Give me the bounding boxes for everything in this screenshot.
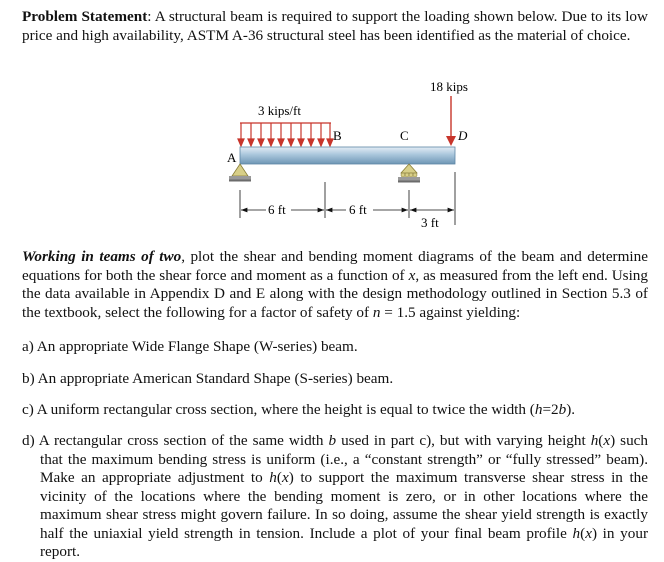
point-d-label: D <box>458 128 468 143</box>
dimension-bc-label: 6 ft <box>349 202 367 217</box>
problem-statement-text: : A structural beam is required to support the loading shown below. Due to its low price and high availability, ASTM A-36 structural steel has been identified as the material of choice. <box>22 8 648 44</box>
dimension-cd-label: 3 ft <box>421 215 439 230</box>
working-lead: Working in teams of two <box>22 248 182 265</box>
point-a-label: A <box>227 150 237 165</box>
item-a: a) An appropriate Wide Flange Shape (W-series) beam. <box>22 338 358 355</box>
beam-figure <box>0 0 664 240</box>
point-load <box>446 96 456 146</box>
working-paragraph: Working in teams of two, plot the shear and bending moment diagrams of the beam and determine equations for both the shear force and moment as a function of x, as measured from the left end. Using the data available in Appendix D and E along with the design methodology outlined in Section 5.3 of the textbook, select the following for a factor of safety of n = 1.5 against yielding: <box>22 248 648 321</box>
distributed-load <box>238 123 333 146</box>
item-d: d) A rectangular cross section of the same width b used in part c), but with varying height h(x) such that the maximum bending stress is uniform (i.e., a “constant strength” or “fully stressed” beam). Make an appropriate adjustment to h(x) to support the maximum transverse shear stress in the vicinity of the locations where the bending moment is zero, or in other locations where the maximum shear stress might govern failure. In so doing, assume the shear yield strength is exactly half the uniaxial yield strength in tension. Include a plot of your final beam profile h(x) in your report. <box>22 432 649 560</box>
pin-support-a <box>229 164 251 182</box>
roller-support-c <box>398 164 420 183</box>
point-load-label: 18 kips <box>430 79 468 94</box>
problem-statement-label: Problem Statement <box>22 8 148 25</box>
point-b-label: B <box>333 128 342 143</box>
point-c-label: C <box>400 128 409 143</box>
item-c: c) A uniform rectangular cross section, where the height is equal to twice the width (h=2b). <box>22 401 576 418</box>
beam <box>240 147 455 164</box>
distributed-load-label: 3 kips/ft <box>258 103 301 118</box>
dimension-ab-label: 6 ft <box>268 202 286 217</box>
item-b: b) An appropriate American Standard Shape (S-series) beam. <box>22 370 394 387</box>
